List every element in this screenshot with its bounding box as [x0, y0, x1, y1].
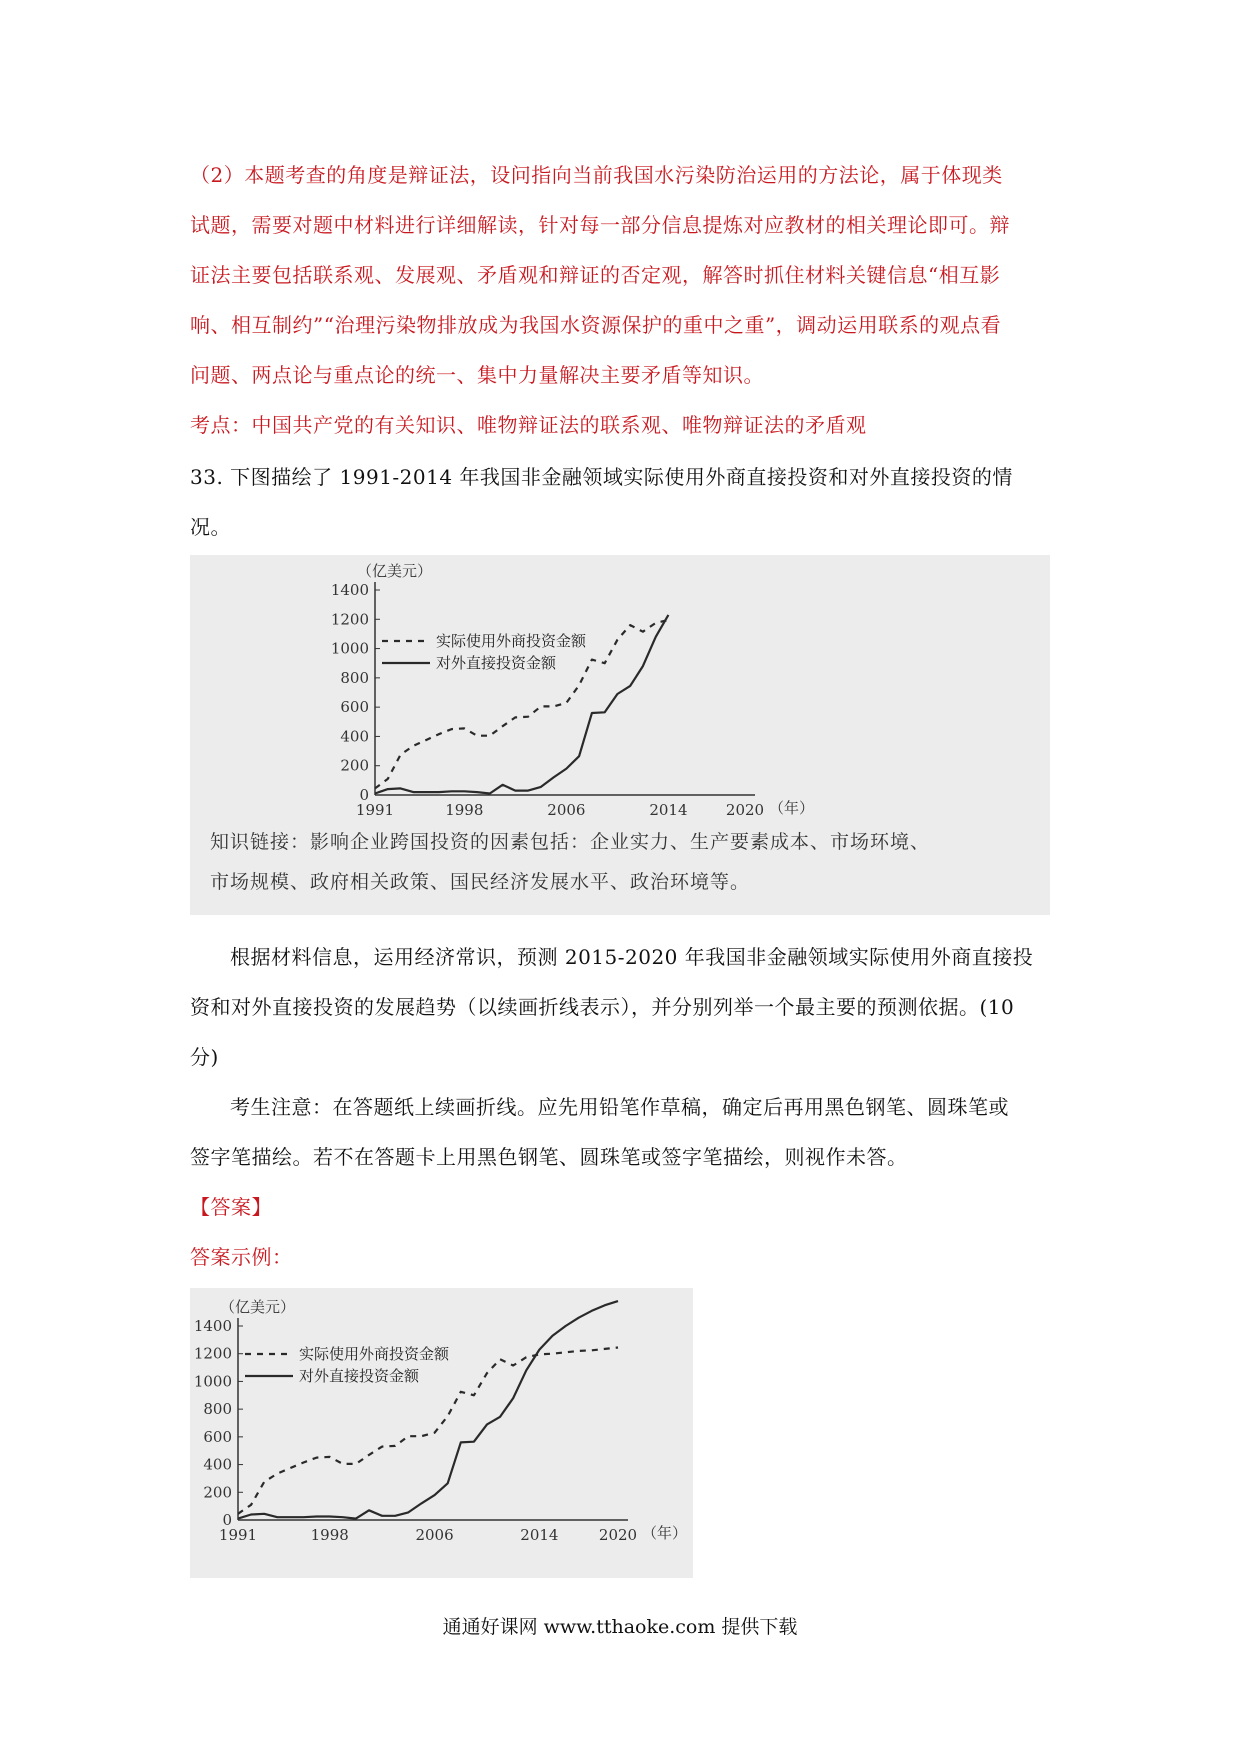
question-line: 资和对外直接投资的发展趋势（以续画折线表示），并分别列举一个最主要的预测依据。(10	[190, 995, 1015, 1019]
x-tick-label: 2014	[649, 801, 688, 819]
y-tick-label: 0	[359, 786, 369, 804]
explanation-line: （2）本题考查的角度是辩证法，设问指向当前我国水污染防治运用的方法论，属于体现类	[190, 163, 1003, 187]
x-tick-label: 2014	[520, 1526, 559, 1544]
y-tick-label: 600	[340, 698, 369, 717]
y-tick-label: 1400	[193, 1317, 232, 1335]
y-tick-label: 400	[340, 727, 369, 746]
y-tick-label: 200	[203, 1483, 232, 1502]
explanation-line: 试题，需要对题中材料进行详细解读，针对每一部分信息提炼对应教材的相关理论即可。辩	[190, 213, 1010, 237]
kaodian-line: 考点：中国共产党的有关知识、唯物辩证法的联系观、唯物辩证法的矛盾观	[190, 413, 867, 437]
question-line: 根据材料信息，运用经济常识，预测 2015-2020 年我国非金融领域实际使用外商直接投	[230, 945, 1034, 969]
x-tick-label: 2020	[598, 1526, 638, 1544]
y-axis-title: （亿美元）	[357, 562, 433, 580]
y-tick-label: 800	[340, 668, 369, 687]
x-tick-label: 1998	[310, 1526, 349, 1544]
legend-label: 实际使用外商投资金额	[299, 1345, 450, 1363]
fdi-inflow-line	[238, 1348, 618, 1514]
y-tick-label: 1400	[330, 581, 369, 599]
question-figure	[190, 555, 1050, 915]
legend-label: 对外直接投资金额	[299, 1367, 420, 1385]
question-line: 33. 下图描绘了 1991-2014 年我国非金融领域实际使用外商直接投资和对外直接投资的情	[190, 465, 1013, 489]
notice-line: 签字笔描绘。若不在答题卡上用黑色钢笔、圆珠笔或签字笔描绘，则视作未答。	[190, 1145, 908, 1169]
legend-label: 对外直接投资金额	[436, 654, 557, 672]
question-line: 分)	[190, 1045, 219, 1069]
y-tick-label: 200	[340, 756, 369, 775]
y-tick-label: 1200	[193, 1344, 232, 1363]
x-axis-unit: （年）	[769, 799, 815, 817]
answer-figure	[190, 1288, 693, 1578]
odi-outflow-line	[238, 1301, 618, 1519]
notice-line: 考生注意：在答题纸上续画折线。应先用铅笔作草稿，确定后再用黑色钢笔、圆珠笔或	[230, 1095, 1009, 1119]
explanation-line: 问题、两点论与重点论的统一、集中力量解决主要矛盾等知识。	[190, 363, 764, 387]
question-33-intro	[190, 452, 1060, 552]
page-footer: 通通好课网 www.tthaoke.com 提供下载	[442, 1616, 798, 1638]
answer-label: 【答案】	[190, 1195, 272, 1219]
x-axis-unit: （年）	[642, 1524, 688, 1542]
legend-label: 实际使用外商投资金额	[436, 632, 587, 650]
x-tick-label: 2006	[415, 1526, 454, 1544]
y-axis-title: （亿美元）	[220, 1298, 296, 1316]
knowledge-link-line: 市场规模、政府相关政策、国民经济发展水平、政治环境等。	[210, 871, 751, 893]
y-tick-label: 1000	[193, 1372, 232, 1391]
explanation-paragraph	[190, 150, 1060, 400]
y-tick-label: 600	[203, 1427, 232, 1446]
x-tick-label: 1998	[445, 801, 484, 819]
candidate-notice	[190, 1082, 1060, 1182]
y-tick-label: 1200	[330, 610, 369, 629]
x-tick-label: 2020	[725, 801, 765, 819]
y-tick-label: 400	[203, 1455, 232, 1474]
explanation-line: 证法主要包括联系观、发展观、矛盾观和辩证的否定观，解答时抓住材料关键信息“相互影	[190, 263, 1001, 287]
question-line: 况。	[190, 515, 231, 539]
x-tick-label: 1991	[355, 801, 395, 819]
x-tick-label: 1991	[218, 1526, 258, 1544]
explanation-line: 响、相互制约”“治理污染物排放成为我国水资源保护的重中之重”，调动运用联系的观点看	[190, 313, 1002, 337]
investment-chart	[190, 555, 1050, 825]
x-tick-label: 2006	[547, 801, 586, 819]
answer-investment-chart	[190, 1288, 693, 1578]
knowledge-link-line: 知识链接：影响企业跨国投资的因素包括：企业实力、生产要素成本、市场环境、	[210, 831, 931, 853]
question-33-body	[190, 932, 1060, 1082]
y-tick-label: 0	[222, 1511, 232, 1529]
y-tick-label: 800	[203, 1400, 232, 1419]
answer-example-label: 答案示例：	[190, 1245, 293, 1269]
y-tick-label: 1000	[330, 639, 369, 658]
